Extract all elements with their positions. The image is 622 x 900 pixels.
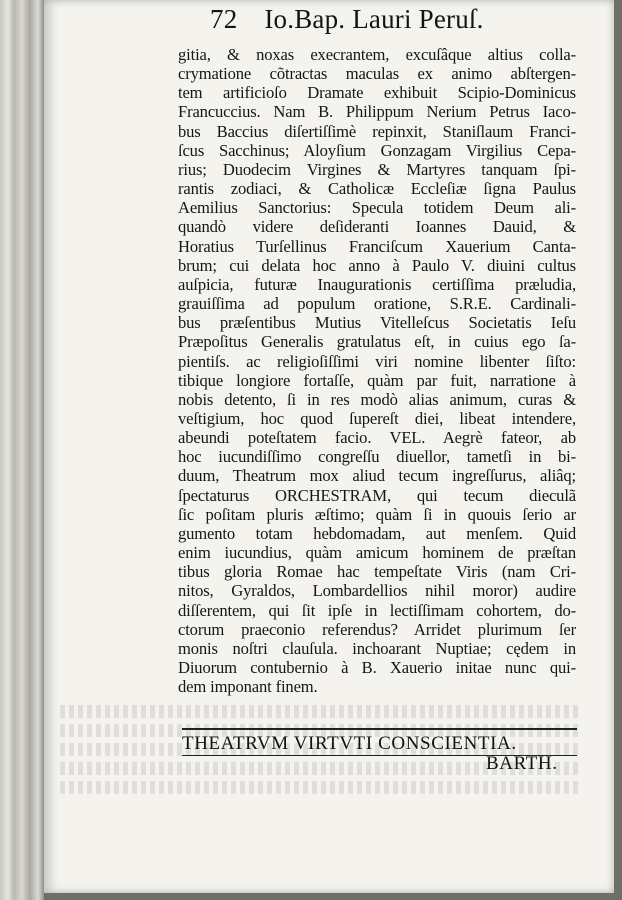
book-spine-edge (0, 0, 44, 900)
section-rule (182, 728, 577, 730)
page-number: 72 (210, 4, 238, 34)
text-line: diſſerentem, qui ſit ipſe in lectiſſimam cohortem, do- (178, 600, 576, 620)
text-line: pientiſs. ac religioſiſſimi viri nomine libenter ſiſto: (178, 351, 576, 371)
text-line: quandò videre deſideranti Ioannes Dauid, & (178, 217, 576, 237)
catchword: BARTH. (486, 753, 558, 774)
text-line: enim iucundius, quàm amicum hominem de præſtan (178, 543, 576, 563)
text-line: ctorum praeconio referendus? Arridet plurimum ſer (178, 619, 576, 639)
text-line: ſpectaturus ORCHESTRAM, qui tecum dieculã (178, 485, 576, 505)
text-line: rantis zodiaci, & Catholicæ Eccleſiæ ſigna Paulus (178, 179, 576, 199)
text-line: Diuorum contubernio à B. Xauerio initae nunc qui- (178, 658, 576, 677)
text-line: Francuccius. Nam B. Philippum Nerium Petrus Iaco- (178, 102, 576, 122)
text-line: ſic poſitam pluris æſtimo; quàm ſi in quouis ſerio ar (178, 504, 576, 524)
text-line: monis noſtri clauſula. inchoarant Nuptiae; cędem in (178, 638, 576, 658)
text-line: abeundi poteſtatem facio. VEL. Aegrè fateor, ab (178, 428, 576, 448)
text-line: tibique longiore fortaſſe, quàm par fuit, narratione à (178, 370, 576, 390)
text-line: Aemilius Sanctorius: Specula totidem Deum ali- (178, 198, 576, 218)
text-line: bus præſentibus Mutius Vitelleſcus Societatis Ieſu (178, 313, 576, 333)
text-line: bus Baccius diſertiſſimè repinxit, Staniſlaum Franci- (178, 121, 576, 141)
text-line: Præpoſitus Generalis gratulatus eſt, in cuius ego ſa- (178, 332, 576, 352)
text-line: hoc iucundiſſimo congreſſu diuellor, tametſi in bi- (178, 447, 576, 467)
text-line: gumento totam hebdomadam, aut menſem. Quid (178, 523, 576, 543)
text-line last-line: dem imponant finem. (178, 677, 318, 697)
text-line: Horatius Turſellinus Franciſcum Xauerium Canta- (178, 236, 576, 256)
body-text (178, 45, 576, 696)
text-line: ſcus Sacchinus; Aloyſium Gonzagam Virgilius Cepa- (178, 140, 576, 160)
text-line: nitos, Gyraldos, Lombardellios nihil moror) audire (178, 581, 576, 601)
text-line: grauiſſima ad populum oratione, S.R.E. Cardinali- (178, 294, 576, 314)
text-line: rius; Duodecim Virgines & Martyres tanquam ſpi- (178, 159, 576, 179)
running-title: Io.Bap. Lauri Peruſ. (264, 4, 484, 34)
page-header (210, 4, 484, 35)
section-title: THEATRVM VIRTVTI CONSCIENTIA. (182, 733, 577, 756)
text-line: veſtigium, hoc quod ſupereſt diei, libeat intendere, (178, 408, 576, 428)
text-line: auſpicia, futuræ Inaugurationis certiſſima præludia, (178, 274, 576, 294)
text-line: tem artificioſo Dramate exhibuit Scipio-Dominicus (178, 83, 576, 103)
text-line: brum; cui delata hoc anno à Paulo V. diuini cultus (178, 255, 576, 275)
text-line: tibus gloria Romae hac tempeſtate Viris (nam Cri- (178, 562, 576, 582)
text-line: duum, Theatrum mox aliud tecum ingreſſurus, aliâq; (178, 466, 576, 486)
text-line: nobis detento, ſi in res modò alias animum, curas & (178, 389, 576, 409)
text-line: crymatione cõtractas maculas ex animo abſtergen- (178, 64, 576, 84)
text-line: gitia, & noxas execrantem, excuſâque altius colla- (178, 45, 576, 64)
